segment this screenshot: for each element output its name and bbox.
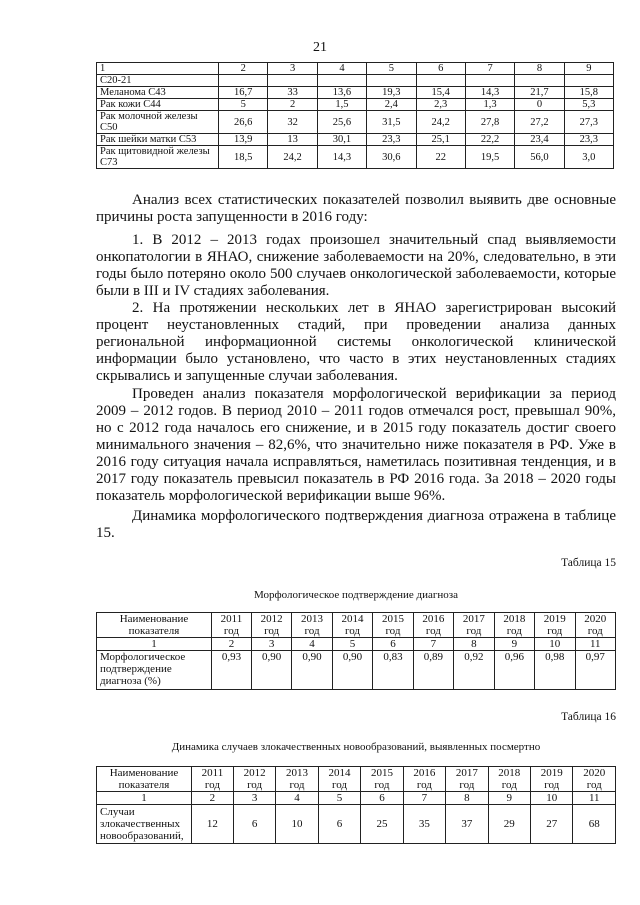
- cell: 5: [219, 99, 268, 111]
- cell: 0,92: [454, 651, 494, 690]
- cell: 32: [268, 111, 317, 134]
- cell: 23,3: [564, 134, 613, 146]
- row-label: Рак кожи С44: [97, 99, 219, 111]
- col-number: 9: [488, 792, 530, 805]
- cell: 6: [233, 805, 275, 844]
- col-number-2: 2: [219, 63, 268, 75]
- col-number: 10: [535, 638, 575, 651]
- cell: 68: [573, 805, 616, 844]
- col-number: 4: [276, 792, 318, 805]
- cell: 22: [416, 146, 465, 169]
- header-year: 2019 год: [535, 613, 575, 638]
- cell: 33: [268, 87, 317, 99]
- cell: 1,3: [465, 99, 514, 111]
- cell: 24,2: [416, 111, 465, 134]
- cell: 14,3: [465, 87, 514, 99]
- incidence-table-continued: [96, 62, 614, 169]
- cell: [317, 75, 366, 87]
- paragraph-table-ref: Динамика морфологического подтверждения диагноза отражена в таблице 15.: [96, 508, 616, 541]
- table-row: [97, 75, 614, 87]
- table-header-row: [97, 63, 614, 75]
- cell: 21,7: [515, 87, 564, 99]
- col-number-7: 7: [465, 63, 514, 75]
- cell: 27,8: [465, 111, 514, 134]
- header-year: 2017 год: [454, 613, 494, 638]
- cell: [268, 75, 317, 87]
- col-number-3: 3: [268, 63, 317, 75]
- table-row: [97, 134, 614, 146]
- cell: 13,9: [219, 134, 268, 146]
- table15-label: Таблица 15: [561, 557, 616, 569]
- col-number-1: 1: [97, 63, 219, 75]
- col-number: 6: [361, 792, 403, 805]
- page-number: 21: [313, 40, 327, 55]
- col-number: 2: [192, 792, 234, 805]
- header-year: 2020 год: [575, 613, 616, 638]
- cell: 2,4: [367, 99, 416, 111]
- table15-title: Морфологическое подтверждение диагноза: [254, 589, 458, 601]
- cell: [416, 75, 465, 87]
- cell: [465, 75, 514, 87]
- cell: 0,90: [251, 651, 291, 690]
- col-number: 7: [403, 792, 445, 805]
- cell: 27,2: [515, 111, 564, 134]
- column-number-row: [97, 792, 616, 805]
- header-year: 2015 год: [361, 767, 403, 792]
- cell: 0,96: [494, 651, 534, 690]
- cell: 25,1: [416, 134, 465, 146]
- col-number: 1: [97, 792, 192, 805]
- cell: 2,3: [416, 99, 465, 111]
- cell: 0,89: [413, 651, 453, 690]
- row-label: Рак шейки матки С53: [97, 134, 219, 146]
- header-year: 2011 год: [212, 613, 252, 638]
- cell: 30,1: [317, 134, 366, 146]
- col-number-4: 4: [317, 63, 366, 75]
- header-year: 2019 год: [531, 767, 573, 792]
- cell: 31,5: [367, 111, 416, 134]
- cell: 29: [488, 805, 530, 844]
- cell: 19,5: [465, 146, 514, 169]
- header-year: 2013 год: [292, 613, 332, 638]
- header-year: 2018 год: [488, 767, 530, 792]
- row-label: Рак молочной железы С50: [97, 111, 219, 134]
- col-number: 6: [373, 638, 413, 651]
- paragraph-verification: Проведен анализ показателя морфологической верификации за период 2009 – 2012 годов. В период 2010 – 2011 годов отмечался рост, превышал 90%, но с 2012 года началось его снижение, и в 2015 году показатель достиг своего минимального значения – 82,6%, что значительно ниже показателя в РФ. Уже в 2016 году ситуация начала исправляться, наметилась позитивная тенденция, и в 2017 году показатель превысил показатель в РФ 2016 года. За 2018 – 2020 годы показатель морфологической верификации выше 96%.: [96, 386, 616, 504]
- cell: 2: [268, 99, 317, 111]
- col-number: 11: [573, 792, 616, 805]
- header-year: 2018 год: [494, 613, 534, 638]
- cell: 23,4: [515, 134, 564, 146]
- cell: 18,5: [219, 146, 268, 169]
- row-label: Морфологическое подтверждение диагноза (%): [97, 651, 212, 690]
- cell: 0,97: [575, 651, 616, 690]
- table-row: [97, 111, 614, 134]
- col-number: 11: [575, 638, 616, 651]
- header-year: 2014 год: [332, 613, 372, 638]
- table-row: [97, 651, 616, 690]
- col-number: 8: [446, 792, 488, 805]
- row-label: Случаи злокачественных новообразований,: [97, 805, 192, 844]
- cell: 24,2: [268, 146, 317, 169]
- cell: 27,3: [564, 111, 613, 134]
- row-label: Рак щитовидной железы С73: [97, 146, 219, 169]
- cell: 25,6: [317, 111, 366, 134]
- cell: 22,2: [465, 134, 514, 146]
- cell: 0,83: [373, 651, 413, 690]
- col-number: 2: [212, 638, 252, 651]
- cell: [219, 75, 268, 87]
- header-year: 2014 год: [318, 767, 360, 792]
- cell: 0,98: [535, 651, 575, 690]
- row-label: Меланома С43: [97, 87, 219, 99]
- header-year: 2012 год: [233, 767, 275, 792]
- col-number: 3: [251, 638, 291, 651]
- cell: 15,4: [416, 87, 465, 99]
- table-header-row: [97, 767, 616, 792]
- header-year: 2013 год: [276, 767, 318, 792]
- paragraph-reason-1: 1. В 2012 – 2013 годах произошел значительный спад выявляемости онкопатологии в ЯНАО, снижение заболеваемости на 20%, следовательно, в эти годы было потеряно около 500 случаев онкологической заболеваемости, которые были в III и IV стадиях заболевания.: [96, 232, 616, 299]
- cell: 0,93: [212, 651, 252, 690]
- col-number: 5: [332, 638, 372, 651]
- cell: 10: [276, 805, 318, 844]
- row-label: С20-21: [97, 75, 219, 87]
- header-year: 2016 год: [403, 767, 445, 792]
- table-row: [97, 146, 614, 169]
- cell: 3,0: [564, 146, 613, 169]
- morphology-table: [96, 612, 616, 690]
- cell: 25: [361, 805, 403, 844]
- header-name: Наименование показателя: [97, 767, 192, 792]
- paragraph-reason-2: 2. На протяжении нескольких лет в ЯНАО зарегистрирован высокий процент неустановленных стадий, при проведении анализа данных региональной информационной системы онкологической клинической информации было установлено, что часто в этих неустановленных стадиях скрывались и запущенные случаи заболевания.: [96, 300, 616, 384]
- cell: 19,3: [367, 87, 416, 99]
- header-name: Наименование показателя: [97, 613, 212, 638]
- col-number-5: 5: [367, 63, 416, 75]
- table16-title: Динамика случаев злокачественных новообразований, выявленных посмертно: [171, 741, 541, 753]
- col-number: 1: [97, 638, 212, 651]
- cell: 1,5: [317, 99, 366, 111]
- cell: 15,8: [564, 87, 613, 99]
- col-number: 9: [494, 638, 534, 651]
- paragraph-intro: Анализ всех статистических показателей позволил выявить две основные причины роста запущенности в 2016 году:: [96, 192, 616, 225]
- cell: 27: [531, 805, 573, 844]
- header-year: 2012 год: [251, 613, 291, 638]
- header-year: 2016 год: [413, 613, 453, 638]
- col-number: 4: [292, 638, 332, 651]
- cell: 5,3: [564, 99, 613, 111]
- cell: 12: [192, 805, 234, 844]
- header-year: 2015 год: [373, 613, 413, 638]
- col-number-9: 9: [564, 63, 613, 75]
- table-header-row: [97, 613, 616, 638]
- table-row: [97, 99, 614, 111]
- col-number-6: 6: [416, 63, 465, 75]
- cell: 14,3: [317, 146, 366, 169]
- cell: 6: [318, 805, 360, 844]
- cell: 26,6: [219, 111, 268, 134]
- col-number: 3: [233, 792, 275, 805]
- cell: 23,3: [367, 134, 416, 146]
- cell: 30,6: [367, 146, 416, 169]
- header-year: 2020 год: [573, 767, 616, 792]
- cell: 0,90: [332, 651, 372, 690]
- table-row: [97, 87, 614, 99]
- col-number-8: 8: [515, 63, 564, 75]
- posthumous-cases-table: [96, 766, 616, 844]
- header-year: 2017 год: [446, 767, 488, 792]
- cell: 0,90: [292, 651, 332, 690]
- cell: [367, 75, 416, 87]
- table-row: [97, 805, 616, 844]
- cell: 13: [268, 134, 317, 146]
- cell: 0: [515, 99, 564, 111]
- cell: 16,7: [219, 87, 268, 99]
- col-number: 5: [318, 792, 360, 805]
- cell: [515, 75, 564, 87]
- cell: 56,0: [515, 146, 564, 169]
- col-number: 7: [413, 638, 453, 651]
- cell: 37: [446, 805, 488, 844]
- col-number: 8: [454, 638, 494, 651]
- column-number-row: [97, 638, 616, 651]
- col-number: 10: [531, 792, 573, 805]
- cell: 13,6: [317, 87, 366, 99]
- header-year: 2011 год: [192, 767, 234, 792]
- cell: [564, 75, 613, 87]
- cell: 35: [403, 805, 445, 844]
- table16-label: Таблица 16: [561, 711, 616, 723]
